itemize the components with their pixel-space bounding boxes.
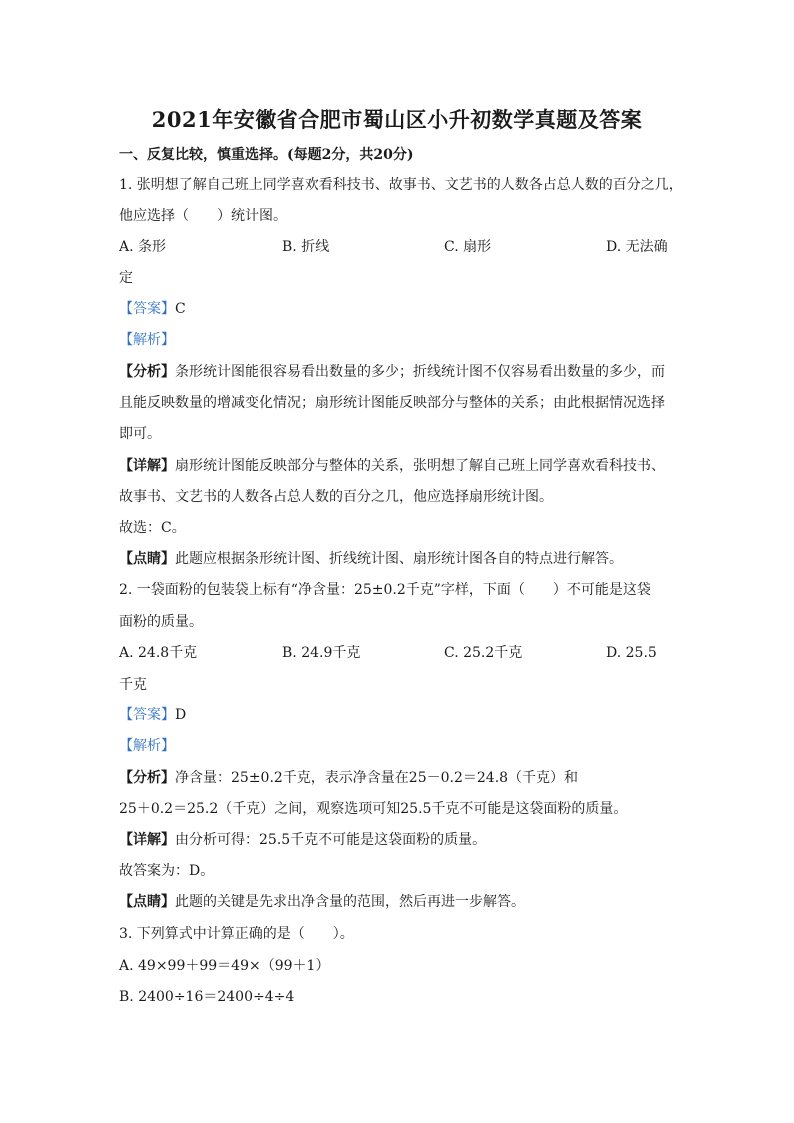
comment-text: 此题的关键是先求出净含量的范围，然后再进一步解答。 bbox=[175, 894, 525, 910]
q2-option-d-wrap: 千克 bbox=[119, 677, 147, 693]
analysis-tag: 【分析】 bbox=[119, 364, 175, 380]
comment-tag: 【点睛】 bbox=[119, 551, 175, 567]
q1-option-d-wrap: 定 bbox=[119, 270, 133, 286]
q2-comment bbox=[119, 893, 525, 911]
answer-tag: 【答案】 bbox=[119, 707, 175, 723]
q2-option-a: A. 24.8千克 bbox=[119, 645, 198, 661]
q2-jiexi-tag: 【解析】 bbox=[119, 738, 175, 754]
q1-option-a: A. 条形 bbox=[119, 239, 167, 255]
analysis-text: 净含量：25±0.2千克，表示净含量在25－0.2＝24.8（千克）和 bbox=[175, 770, 579, 786]
q1-comment bbox=[119, 550, 623, 568]
detail-tag: 【详解】 bbox=[119, 458, 175, 474]
q1-detail-line2: 故事书、文艺书的人数各占总人数的百分之几，他应选择扇形统计图。 bbox=[119, 489, 553, 505]
answer-value: C bbox=[175, 301, 186, 317]
detail-text: 由分析可得：25.5千克不可能是这袋面粉的质量。 bbox=[175, 832, 487, 848]
q1-analysis-line2: 且能反映数量的增减变化情况；扇形统计图能反映部分与整体的关系；由此根据情况选择 bbox=[119, 395, 665, 411]
q2-detail-line1 bbox=[119, 831, 486, 849]
q1-conclusion: 故选：C。 bbox=[119, 520, 186, 536]
q1-detail-line1 bbox=[119, 457, 665, 475]
q1-stem-line2: 他应选择（ ）统计图。 bbox=[119, 208, 287, 224]
q2-answer bbox=[119, 706, 186, 724]
comment-text: 此题应根据条形统计图、折线统计图、扇形统计图各自的特点进行解答。 bbox=[175, 551, 623, 567]
answer-value: D bbox=[175, 707, 187, 723]
q2-option-b: B. 24.9千克 bbox=[282, 645, 361, 661]
q3-option-b: B. 2400÷16＝2400÷4÷4 bbox=[119, 989, 295, 1005]
q1-option-b: B. 折线 bbox=[282, 239, 330, 255]
q3-stem: 3. 下列算式中计算正确的是（ ）。 bbox=[119, 926, 354, 942]
section-heading: 一、反复比较，慎重选择。(每题2分，共20分) bbox=[119, 147, 414, 163]
document-title: 2021年安徽省合肥市蜀山区小升初数学真题及答案 bbox=[151, 107, 643, 132]
q1-option-d: D. 无法确 bbox=[606, 239, 668, 255]
q1-answer bbox=[119, 300, 186, 318]
detail-tag: 【详解】 bbox=[119, 832, 175, 848]
q2-stem-line1: 2. 一袋面粉的包装袋上标有“净含量：25±0.2千克”字样，下面（ ）不可能是这袋 bbox=[119, 582, 651, 598]
q1-stem-line1: 1. 张明想了解自己班上同学喜欢看科技书、故事书、文艺书的人数各占总人数的百分之几， bbox=[119, 177, 683, 193]
q2-analysis-line2: 25＋0.2＝25.2（千克）之间，观察选项可知25.5千克不可能是这袋面粉的质量。 bbox=[119, 801, 628, 817]
analysis-tag: 【分析】 bbox=[119, 770, 175, 786]
q1-jiexi-tag: 【解析】 bbox=[119, 332, 175, 348]
q2-analysis-line1 bbox=[119, 769, 578, 787]
q2-option-c: C. 25.2千克 bbox=[444, 645, 523, 661]
q1-analysis-line3: 即可。 bbox=[119, 426, 161, 442]
q2-option-d: D. 25.5 bbox=[606, 645, 657, 661]
q3-option-a: A. 49×99＋99＝49×（99＋1） bbox=[119, 958, 330, 974]
answer-tag: 【答案】 bbox=[119, 301, 175, 317]
comment-tag: 【点睛】 bbox=[119, 894, 175, 910]
detail-text: 扇形统计图能反映部分与整体的关系，张明想了解自己班上同学喜欢看科技书、 bbox=[175, 458, 665, 474]
analysis-text: 条形统计图能很容易看出数量的多少；折线统计图不仅容易看出数量的多少，而 bbox=[175, 364, 665, 380]
q2-stem-line2: 面粉的质量。 bbox=[119, 614, 203, 630]
q1-analysis-line1 bbox=[119, 363, 665, 381]
q2-conclusion: 故答案为：D。 bbox=[119, 863, 215, 879]
q1-option-c: C. 扇形 bbox=[444, 239, 492, 255]
